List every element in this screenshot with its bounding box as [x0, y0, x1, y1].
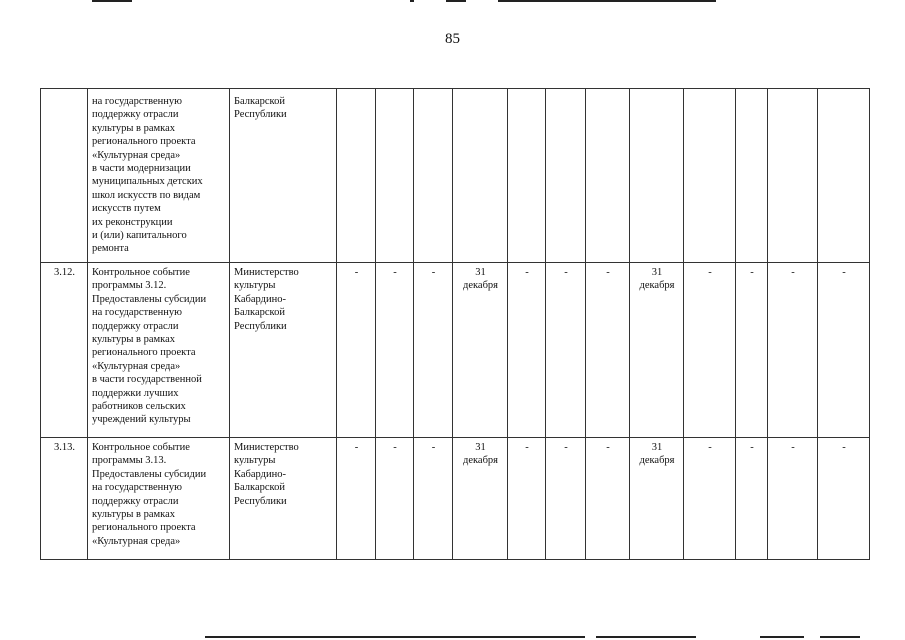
text-line: «Культурная среда»	[92, 535, 181, 547]
text-line: Министерство	[234, 442, 299, 453]
event-description	[88, 438, 230, 560]
schedule-cell-1	[337, 438, 376, 560]
text-line: культуры	[234, 455, 276, 467]
text-line: Балкарской	[234, 96, 285, 107]
text-line: «Культурная среда»	[92, 360, 181, 372]
schedule-cell-6	[546, 263, 586, 438]
schedule-cell-2	[376, 89, 414, 263]
cell-text: 31	[475, 442, 486, 453]
cell-text: -	[708, 267, 712, 278]
text-line: Контрольное событие	[92, 442, 190, 453]
scan-artifact-top-4	[498, 0, 716, 2]
text-line: программы 3.12.	[92, 280, 167, 292]
schedule-cell-1	[337, 89, 376, 263]
text-line: ремонта	[92, 243, 129, 255]
executor	[230, 89, 337, 263]
schedule-cell-10	[736, 89, 768, 263]
schedule-cell-3	[414, 438, 453, 560]
text-line: на государственную	[92, 96, 182, 107]
text-line: поддержки лучших	[92, 387, 179, 399]
text-line: работников сельских	[92, 401, 186, 413]
table-row	[41, 263, 870, 438]
cell-text: -	[564, 442, 568, 453]
text-line: Кабардино-	[234, 468, 286, 480]
cell-text: -	[750, 442, 754, 453]
text-line: Балкарской	[234, 307, 285, 319]
text-line: в части государственной	[92, 374, 202, 386]
text-line: регионального проекта	[92, 136, 196, 148]
schedule-cell-7	[586, 438, 630, 560]
cell-text: декабря	[639, 455, 675, 467]
event-description	[88, 263, 230, 438]
schedule-cell-4	[453, 89, 508, 263]
scan-artifact-bottom-2	[596, 636, 696, 638]
cell-text: 31	[651, 267, 663, 278]
schedule-cell-9	[684, 438, 736, 560]
cell-text: -	[791, 267, 795, 278]
table-row	[41, 438, 870, 560]
schedule-cell-11	[768, 89, 818, 263]
schedule-cell-11	[768, 438, 818, 560]
cell-text: -	[354, 442, 359, 453]
cell-text: -	[525, 267, 529, 278]
text-line: на государственную	[92, 307, 182, 319]
schedule-cell-3	[414, 89, 453, 263]
cell-text: -	[525, 442, 529, 453]
text-line: регионального проекта	[92, 347, 196, 359]
text-line: учреждений культуры	[92, 414, 191, 426]
text-line: регионального проекта	[92, 522, 196, 534]
cell-text: декабря	[462, 455, 499, 467]
schedule-cell-10	[736, 438, 768, 560]
text-line: муниципальных детских	[92, 176, 203, 188]
schedule-cell-9	[684, 89, 736, 263]
event-description	[88, 89, 230, 263]
scan-artifact-bottom-4	[820, 636, 860, 638]
cell-text: -	[842, 267, 846, 278]
schedule-cell-8	[630, 438, 684, 560]
executor	[230, 263, 337, 438]
schedule-cell-8	[630, 263, 684, 438]
text-line: и (или) капитального	[92, 230, 187, 242]
cell-text: -	[606, 442, 610, 453]
schedule-cell-7	[586, 89, 630, 263]
text-line: Кабардино-	[234, 293, 286, 305]
schedule-cell-10	[736, 263, 768, 438]
cell-text: декабря	[639, 280, 675, 292]
text-line: на государственную	[92, 482, 182, 494]
text-line: Балкарской	[234, 482, 285, 494]
text-line: школ искусств по видам	[92, 189, 201, 201]
schedule-cell-11	[768, 263, 818, 438]
cell-text: 31	[475, 267, 486, 278]
cell-text: -	[354, 267, 359, 278]
scan-artifact-top-3	[446, 0, 466, 2]
schedule-cell-4	[453, 438, 508, 560]
schedule-cell-9	[684, 263, 736, 438]
cell-text: декабря	[462, 280, 499, 292]
scan-artifact-top-1	[92, 0, 132, 2]
cell-text: 31	[651, 442, 663, 453]
text-line: Министерство	[234, 267, 299, 278]
text-line: искусств путем	[92, 203, 161, 215]
page-number: 85	[445, 31, 460, 47]
cell-text: -	[606, 267, 610, 278]
text-line: поддержку отрасли	[92, 495, 179, 507]
row-number: 3.13.	[41, 438, 88, 560]
schedule-cell-1	[337, 263, 376, 438]
executor	[230, 438, 337, 560]
cell-text: -	[708, 442, 712, 453]
cell-text: -	[431, 442, 436, 453]
text-line: Республики	[234, 109, 287, 121]
scan-artifact-bottom-1	[205, 636, 585, 638]
text-line: Республики	[234, 495, 287, 507]
cell-text: -	[564, 267, 568, 278]
schedule-cell-7	[586, 263, 630, 438]
text-line: «Культурная среда»	[92, 149, 181, 161]
text-line: Предоставлены субсидии	[92, 293, 207, 305]
text-line: Предоставлены субсидии	[92, 468, 207, 480]
text-line: поддержку отрасли	[92, 320, 179, 332]
text-line: программы 3.13.	[92, 455, 167, 467]
cell-text: -	[842, 442, 846, 453]
schedule-cell-12	[818, 263, 870, 438]
schedule-cell-2	[376, 263, 414, 438]
schedule-cell-12	[818, 438, 870, 560]
table-row	[41, 89, 870, 263]
row-number: 3.12.	[41, 263, 88, 438]
cell-text: -	[393, 267, 397, 278]
schedule-cell-5	[508, 89, 546, 263]
text-line: культуры	[234, 280, 276, 292]
scan-artifact-bottom-3	[760, 636, 804, 638]
cell-text: -	[791, 442, 795, 453]
schedule-cell-6	[546, 438, 586, 560]
text-line: культуры в рамках	[92, 509, 175, 521]
schedule-table	[40, 88, 870, 560]
schedule-cell-6	[546, 89, 586, 263]
cell-text: -	[750, 267, 754, 278]
text-line: поддержку отрасли	[92, 109, 179, 121]
text-line: их реконструкции	[92, 216, 173, 228]
schedule-cell-4	[453, 263, 508, 438]
schedule-cell-5	[508, 438, 546, 560]
cell-text: -	[431, 267, 436, 278]
schedule-cell-8	[630, 89, 684, 263]
schedule-cell-3	[414, 263, 453, 438]
table-body	[41, 89, 870, 560]
text-line: культуры в рамках	[92, 334, 175, 346]
schedule-cell-12	[818, 89, 870, 263]
text-line: Республики	[234, 320, 287, 332]
text-line: Контрольное событие	[92, 267, 190, 278]
text-line: культуры в рамках	[92, 122, 175, 134]
schedule-cell-2	[376, 438, 414, 560]
cell-text: -	[393, 442, 397, 453]
schedule-cell-5	[508, 263, 546, 438]
scan-artifact-top-2	[410, 0, 414, 2]
row-number	[41, 89, 88, 263]
text-line: в части модернизации	[92, 163, 191, 175]
